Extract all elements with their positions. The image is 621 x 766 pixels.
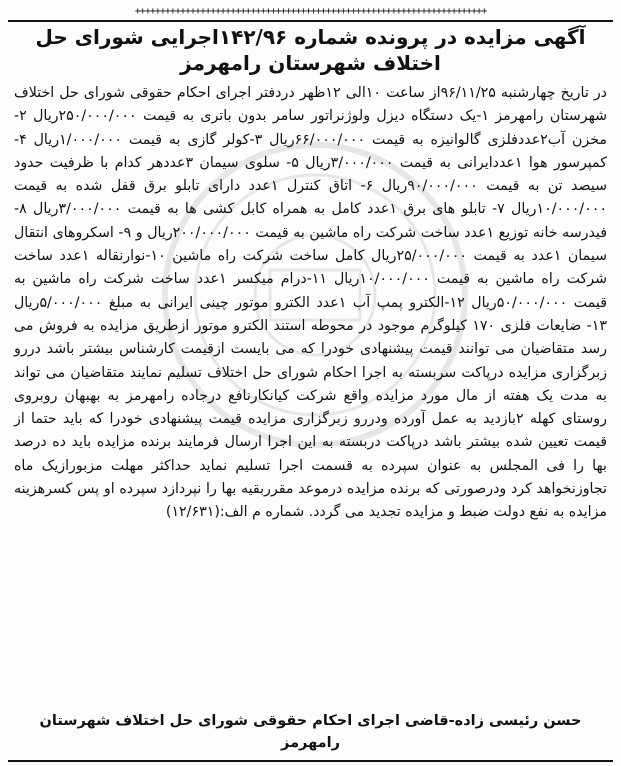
- top-plus-border: ++++++++++++++++++++++++++++++++++++++++++++++++++++++++++++++++++++++: [134, 6, 487, 17]
- notice-content: [14, 24, 607, 758]
- notice-signature: حسن رئیسی زاده-قاضی اجرای احکام حقوقی شورای حل اختلاف شهرستان رامهرمز: [39, 713, 582, 751]
- notice-body: در تاریخ چهارشنبه ۹۶/۱۱/۲۵از ساعت ۱۰الی ۱۲ظهر دردفتر اجرای احکام حقوقی شورای حل اختلاف شهرستان رامهرمز ۱-یک دستگاه دیزل ولوژنراتور سامر بدون باتری به قیمت ۲۵۰/۰۰۰/۰۰۰ریال ۲-مخزن آب۲عددفلزی گالوانیزه به قیمت ۶۶/۰۰۰/۰۰۰ریال ۳-کولر گازی به قیمت ۱/۰۰۰/۰۰۰ریال ۴- کمپرسور هوا ۱عددایرانی به قیمت ۳/۰۰۰/۰۰۰ریال ۵- سلوی سیمان ۳عددهر کدام با ظرفیت حدود سیصد تن به قیمت ۹۰/۰۰۰/۰۰۰ریال ۶- اتاق کنترل ۱عدد دارای تابلو برق قفل شده به قیمت ۱۰/۰۰۰/۰۰۰ریال ۷- تابلو های برق ۱عدد کامل به همراه کابل کشی ها به قیمت ۳/۰۰۰/۰۰۰ریال ۸-فیدرسه خانه توزیع ۱عدد ساخت شرکت راه ماشین به قیمت ۲۰۰/۰۰۰/۰۰۰ریال و ۹- اسکروهای انتقال سیمان ۱عدد به قیمت ۲۵/۰۰۰/۰۰۰ریال کامل ساخت شرکت راه ماشین ۱۰-نوارنقاله ۱عدد ساخت شرکت راه ماشین به قیمت ۱۰/۰۰۰/۰۰۰ریال ۱۱-درام میکسر ۱عدد ساخت شرکت راه ماشین به قیمت ۵۰/۰۰۰/۰۰۰ریال ۱۲-الکترو پمپ آب ۱عدد الکترو موتور چینی ایرانی به مبلغ ۵/۰۰۰/۰۰۰ریال ۱۳- ضایعات فلزی ۱۷۰ کیلوگرم موجود در محوطه استند الکترو موتور ازطریق مزایده به فروش می رسد متقاضیان می توانند قیمت پیشنهادی خودرا که می بایست ازقیمت کارشناس بیشتر باشد دررو زبرگزاری مزایده درپاکت سربسته به اجرا احکام شورای حل اختلاف تسلیم نمایند متقاضیان می تواند به مدت یک هفته از مال مورد مزایده واقع شرکت کیانکارنافع درجاده رامهرمز به بهبهان روبروی روستای کهله ۲بازدید به عمل آورده ودررو زبرگزاری مزایده قیمت پیشنهادی خودرا که باید حتما از قیمت تعیین شده بیشتر باشد درپاکت دربسته به این اجرا ارسال فرمایند برنده مزایده باید ده درصد بها را فی المجلس به عنوان سپرده به قسمت اجرا تسلیم نماید حداکثر مهلت مزبورازیک ماه تجاوزنخواهد کرد ودرصورتی که برنده مزایده درموعد مقرربقیه بها را نپردازد سپرده او پس کسرهزینه مزایده به نفع دولت ضبط و مزایده تجدید می گردد. شماره م الف:(۱۲/۶۳۱): [14, 85, 608, 521]
- notice-title: آگهی مزایده در پرونده شماره ۱۴۲/۹۶اجرایی شورای حل اختلاف شهرستان رامهرمز: [35, 25, 586, 75]
